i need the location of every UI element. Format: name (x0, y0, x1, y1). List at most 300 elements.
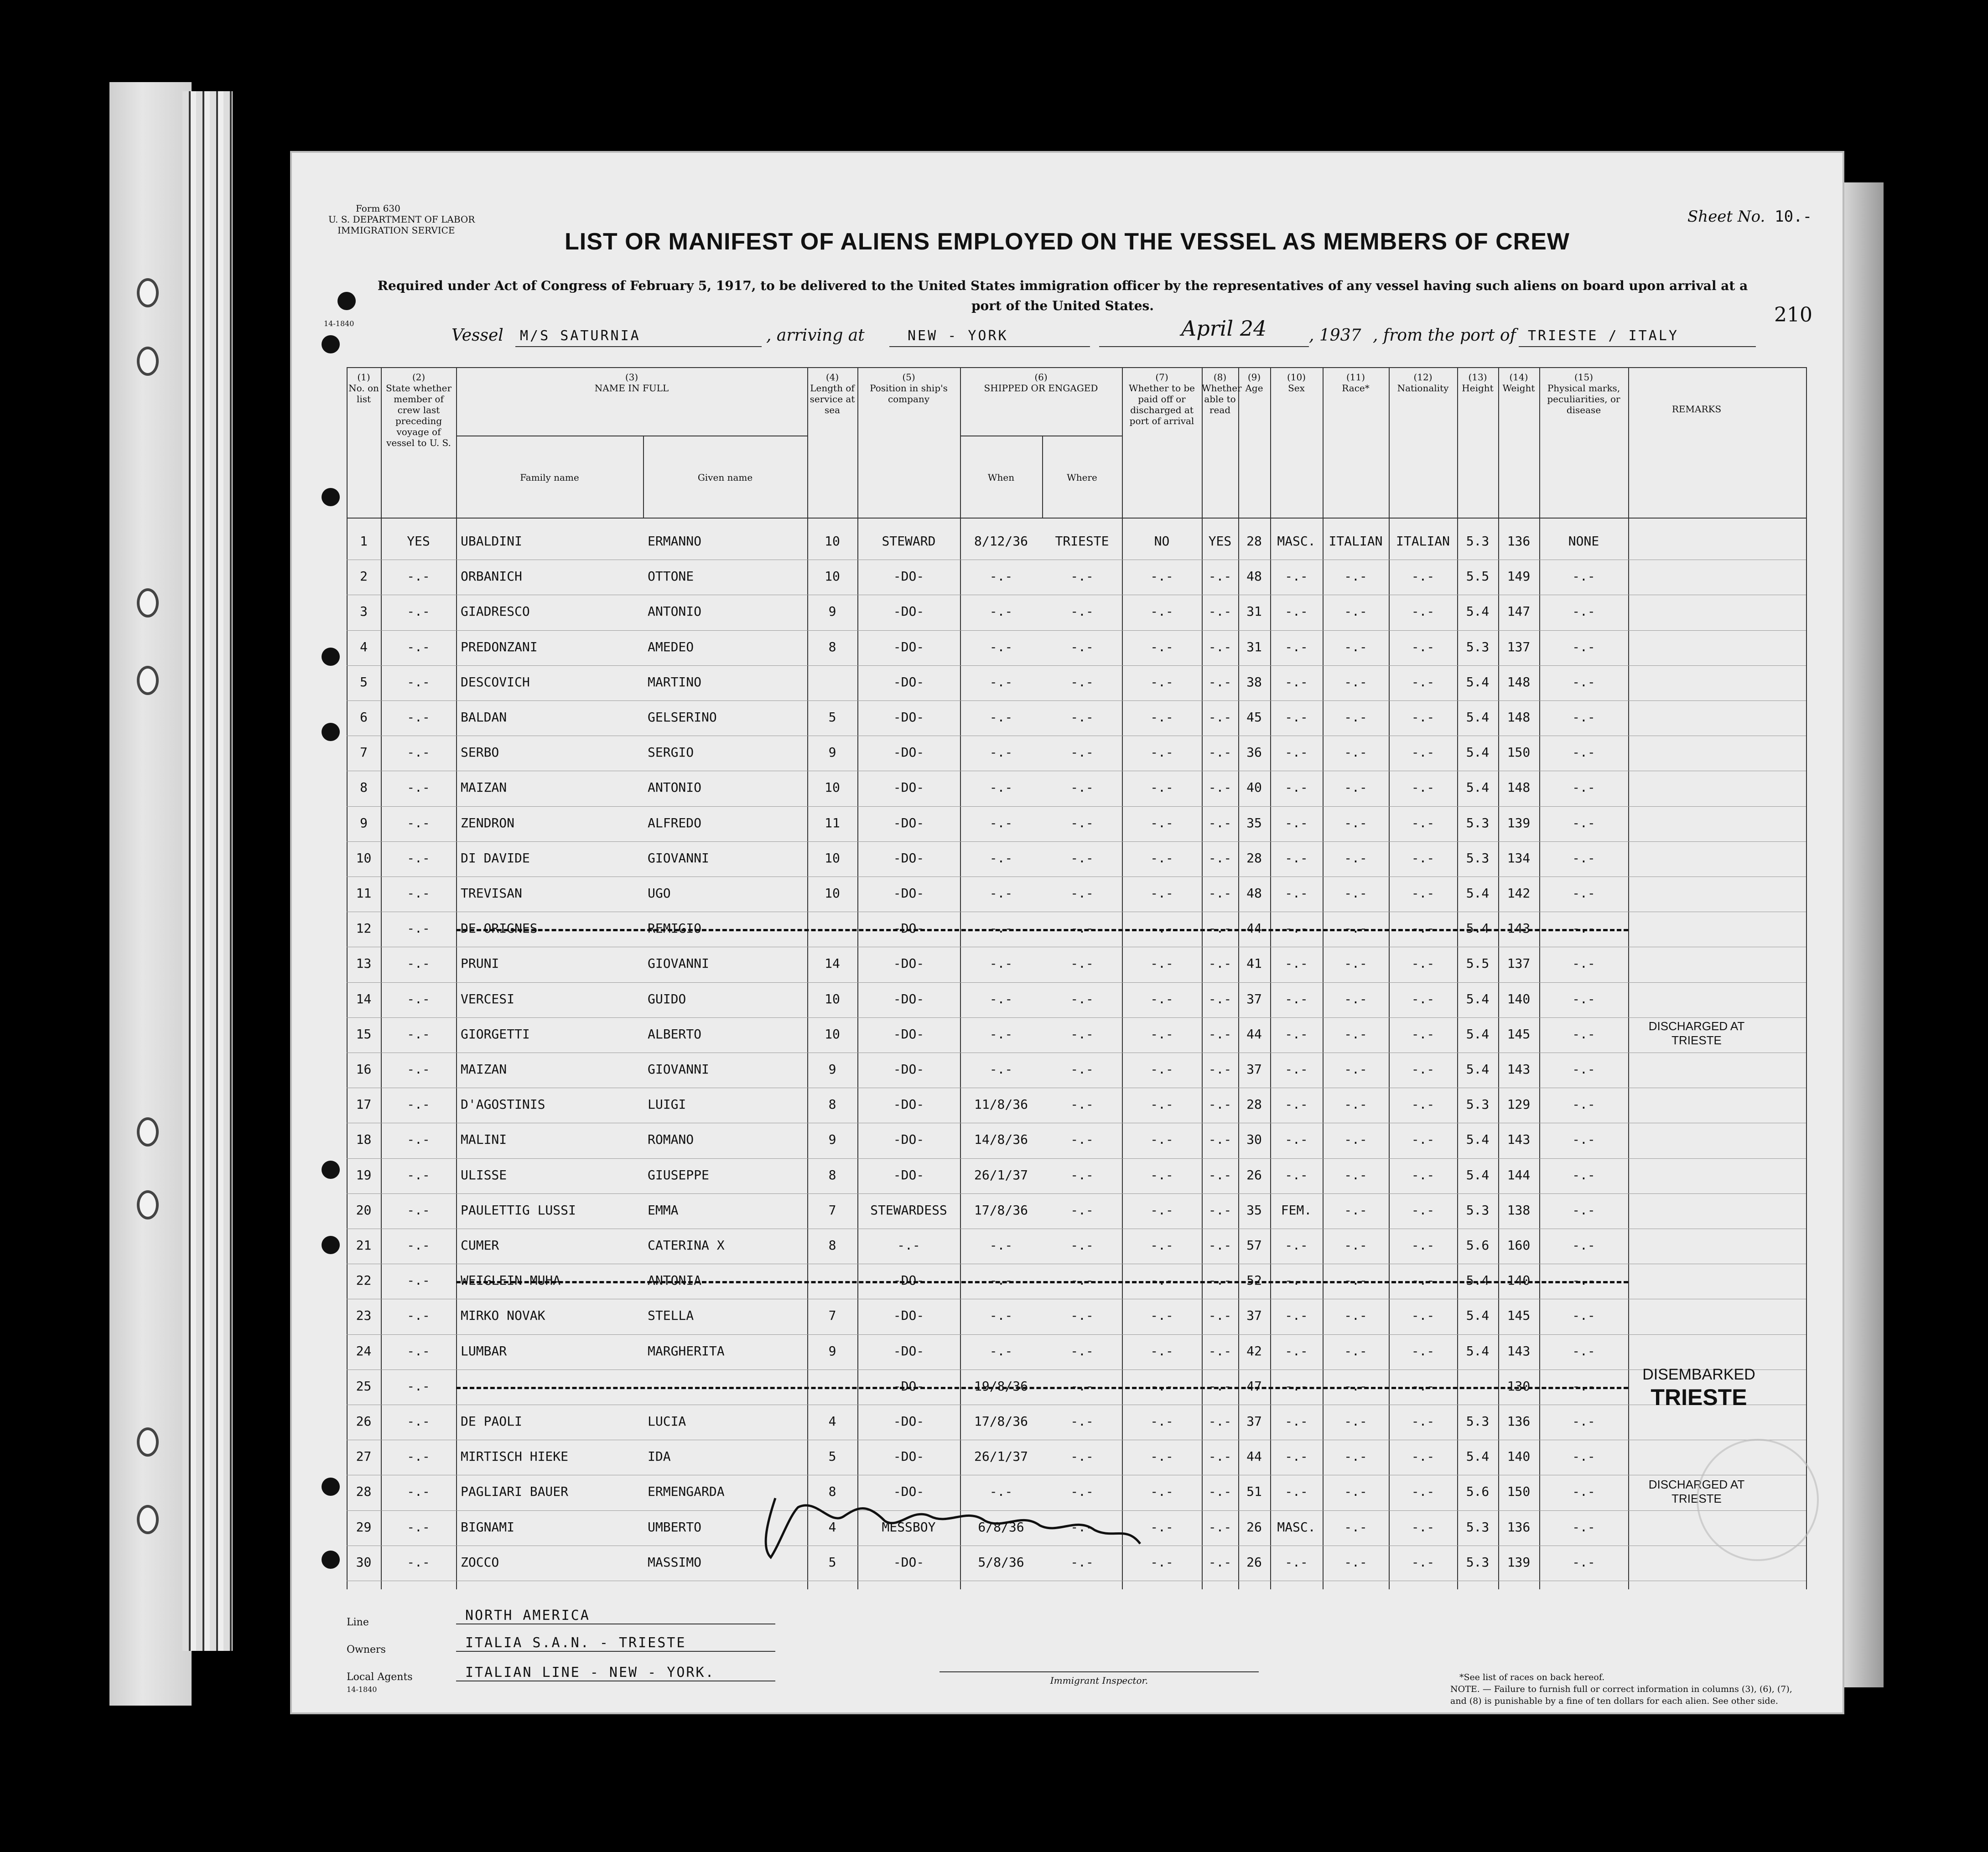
cell-age: 28 (1246, 850, 1262, 866)
cell-height: 5.4 (1466, 780, 1490, 795)
cell-height: 5.4 (1466, 1343, 1490, 1359)
cell-race: -.- (1344, 850, 1367, 866)
cell-service-length: 9 (828, 1062, 836, 1077)
cell-nationality: -.- (1411, 815, 1435, 830)
crew-table (347, 367, 1806, 1589)
cell-previous-voyage: -.- (407, 1378, 430, 1394)
cell-paid-off: -.- (1150, 1202, 1173, 1218)
official-seal (1697, 1439, 1819, 1561)
cell-previous-voyage: -.- (407, 639, 430, 654)
binder-hole (337, 292, 356, 310)
binder-hole (322, 648, 340, 666)
binder-hole (322, 1478, 340, 1496)
cell-physical-marks: -.- (1572, 1097, 1595, 1112)
cell-nationality: -.- (1411, 1484, 1435, 1499)
cell-race: -.- (1344, 1026, 1367, 1042)
cell-paid-off: -.- (1150, 745, 1173, 760)
cell-able-to-read: -.- (1208, 815, 1232, 830)
cell-family-name: DESCOVICH (461, 674, 530, 690)
cell-position: -DO- (893, 850, 924, 866)
cell-position: -DO- (893, 1449, 924, 1464)
cell-race: ITALIAN (1329, 534, 1383, 549)
cell-shipped-when: -.- (989, 991, 1013, 1006)
cell-service-length: 9 (828, 1343, 836, 1359)
cell-previous-voyage: -.- (407, 1519, 430, 1535)
cell-previous-voyage: -.- (407, 674, 430, 690)
cell-given-name: ANTONIO (648, 780, 702, 795)
cell-service-length: 9 (828, 745, 836, 760)
cell-weight: 145 (1507, 1308, 1531, 1323)
cell-sex: -.- (1285, 780, 1308, 795)
cell-shipped-where: -.- (1070, 1026, 1094, 1042)
agents-value: ITALIAN LINE - NEW - YORK. (465, 1665, 715, 1681)
cell-paid-off: -.- (1150, 1062, 1173, 1077)
cell-shipped-where: -.- (1070, 1554, 1094, 1570)
cell-age: 48 (1246, 886, 1262, 901)
cell-previous-voyage: -.- (407, 1202, 430, 1218)
cell-family-name: ZENDRON (461, 815, 515, 830)
cell-given-name: GELSERINO (648, 710, 717, 725)
cell-age: 26 (1246, 1167, 1262, 1183)
cell-age: 42 (1246, 1343, 1262, 1359)
cell-shipped-when: 8/12/36 (974, 534, 1028, 549)
cell-paid-off: -.- (1150, 850, 1173, 866)
punch-hole (137, 278, 159, 307)
cell-height: 5.6 (1466, 1484, 1490, 1499)
cell-position: -DO- (893, 1097, 924, 1112)
cell-previous-voyage: -.- (407, 1097, 430, 1112)
cell-shipped-when: -.- (989, 1062, 1013, 1077)
cell-shipped-when: 14/8/36 (974, 1132, 1028, 1147)
cell-shipped-where: -.- (1070, 1308, 1094, 1323)
cell-previous-voyage: -.- (407, 1026, 430, 1042)
cell-family-name: GIORGETTI (461, 1026, 530, 1042)
cell-physical-marks: -.- (1572, 639, 1595, 654)
cell-shipped-when: 26/1/37 (974, 1449, 1028, 1464)
cell-weight: 148 (1507, 780, 1531, 795)
cell-shipped-when: -.- (989, 1343, 1013, 1359)
cell-height: 5.3 (1466, 1202, 1490, 1218)
cell-nationality: ITALIAN (1396, 534, 1450, 549)
cell-able-to-read: YES (1208, 534, 1232, 549)
table-row (347, 841, 1806, 876)
cell-weight: 130 (1507, 1378, 1531, 1394)
cell-row-number: 9 (360, 815, 368, 830)
cell-physical-marks: -.- (1572, 674, 1595, 690)
cell-previous-voyage: -.- (407, 745, 430, 760)
cell-age: 41 (1246, 956, 1262, 971)
cell-sex: -.- (1285, 921, 1308, 936)
cell-able-to-read: -.- (1208, 1167, 1232, 1183)
cell-row-number: 8 (360, 780, 368, 795)
sheet-label: Sheet No. (1687, 208, 1765, 226)
cell-family-name: DE PAOLI (461, 1414, 522, 1429)
cell-nationality: -.- (1411, 710, 1435, 725)
cell-nationality: -.- (1411, 1202, 1435, 1218)
cell-weight: 139 (1507, 1554, 1531, 1570)
cell-age: 37 (1246, 1062, 1262, 1077)
punch-hole (137, 347, 159, 376)
table-row (347, 1440, 1806, 1474)
cell-service-length: 8 (828, 1097, 836, 1112)
cell-paid-off: -.- (1150, 1097, 1173, 1112)
cell-shipped-when: -.- (989, 1238, 1013, 1253)
cell-age: 35 (1246, 815, 1262, 830)
cell-nationality: -.- (1411, 1238, 1435, 1253)
cell-row-number: 14 (356, 991, 372, 1006)
cell-race: -.- (1344, 1202, 1367, 1218)
cell-age: 26 (1246, 1554, 1262, 1570)
race-note: *See list of races on back hereof. (1459, 1672, 1605, 1682)
cell-shipped-where: -.- (1070, 569, 1094, 584)
cell-able-to-read: -.- (1208, 674, 1232, 690)
cell-paid-off: -.- (1150, 1414, 1173, 1429)
cell-row-number: 26 (356, 1414, 372, 1429)
cell-shipped-when: -.- (989, 1484, 1013, 1499)
cell-weight: 129 (1507, 1097, 1531, 1112)
cell-position: -DO- (893, 1554, 924, 1570)
cell-race: -.- (1344, 639, 1367, 654)
agents-label: Local Agents (347, 1671, 413, 1683)
cell-sex: -.- (1285, 1132, 1308, 1147)
cell-position: -DO- (893, 710, 924, 725)
cell-race: -.- (1344, 1519, 1367, 1535)
cell-row-number: 29 (356, 1519, 372, 1535)
cell-shipped-when: -.- (989, 1308, 1013, 1323)
footer-form-code: 14-1840 (347, 1685, 377, 1694)
cell-physical-marks: -.- (1572, 1062, 1595, 1077)
cell-given-name: MASSIMO (648, 1554, 702, 1570)
cell-shipped-when: -.- (989, 1273, 1013, 1288)
cell-row-number: 12 (356, 921, 372, 936)
cell-shipped-where: -.- (1070, 1378, 1094, 1394)
cell-given-name: GIOVANNI (648, 850, 709, 866)
cell-weight: 144 (1507, 1167, 1531, 1183)
cell-height: 5.3 (1466, 534, 1490, 549)
cell-shipped-where: -.- (1070, 921, 1094, 936)
cell-nationality: -.- (1411, 1449, 1435, 1464)
cell-previous-voyage: -.- (407, 1062, 430, 1077)
cell-shipped-when: -.- (989, 639, 1013, 654)
cell-race: -.- (1344, 1132, 1367, 1147)
cell-given-name: IDA (648, 1449, 671, 1464)
cell-sex: -.- (1285, 1097, 1308, 1112)
cell-able-to-read: -.- (1208, 569, 1232, 584)
table-row (347, 1334, 1806, 1369)
cell-able-to-read: -.- (1208, 1026, 1232, 1042)
cell-able-to-read: -.- (1208, 780, 1232, 795)
cell-able-to-read: -.- (1208, 639, 1232, 654)
cell-family-name: UBALDINI (461, 534, 522, 549)
cell-weight: 139 (1507, 815, 1531, 830)
cell-given-name: ANTONIA (648, 1273, 702, 1288)
cell-position: -DO- (893, 921, 924, 936)
cell-paid-off: -.- (1150, 780, 1173, 795)
cell-shipped-where: -.- (1070, 991, 1094, 1006)
cell-service-length: 7 (828, 1202, 836, 1218)
cell-weight: 140 (1507, 1449, 1531, 1464)
cell-paid-off: -.- (1150, 1308, 1173, 1323)
cell-paid-off: -.- (1150, 1238, 1173, 1253)
cell-shipped-where: -.- (1070, 1414, 1094, 1429)
cell-weight: 143 (1507, 921, 1531, 936)
cell-previous-voyage: -.- (407, 886, 430, 901)
header-prev-voyage: (2) State whether member of crew last preceding voyage of vessel to U. S. (385, 372, 452, 448)
strikethrough-line (456, 929, 1628, 931)
cell-service-length: 10 (825, 1026, 840, 1042)
cell-previous-voyage: -.- (407, 569, 430, 584)
cell-previous-voyage: -.- (407, 1343, 430, 1359)
cell-paid-off: -.- (1150, 921, 1173, 936)
binder-hole (322, 1236, 340, 1254)
cell-previous-voyage: -.- (407, 991, 430, 1006)
cell-given-name: ROMANO (648, 1132, 694, 1147)
cell-weight: 134 (1507, 850, 1531, 866)
year: , 1937 (1309, 326, 1361, 345)
cell-age: 44 (1246, 1026, 1262, 1042)
cell-able-to-read: -.- (1208, 956, 1232, 971)
cell-previous-voyage: -.- (407, 1484, 430, 1499)
cell-paid-off: -.- (1150, 991, 1173, 1006)
cell-age: 38 (1246, 674, 1262, 690)
cell-race: -.- (1344, 886, 1367, 901)
cell-service-length: 9 (828, 604, 836, 619)
cell-physical-marks: -.- (1572, 1449, 1595, 1464)
binder-hole (322, 1551, 340, 1569)
cell-shipped-when: -.- (989, 569, 1013, 584)
table-row (347, 877, 1806, 911)
sheet-value: 10.- (1775, 208, 1812, 226)
cell-shipped-where: -.- (1070, 1519, 1094, 1535)
cell-able-to-read: -.- (1208, 850, 1232, 866)
cell-nationality: -.- (1411, 991, 1435, 1006)
cell-row-number: 25 (356, 1378, 372, 1394)
cell-previous-voyage: -.- (407, 1238, 430, 1253)
cell-shipped-where: -.- (1070, 1238, 1094, 1253)
cell-service-length: 4 (828, 1414, 836, 1429)
cell-family-name: SERBO (461, 745, 499, 760)
cell-able-to-read: -.- (1208, 604, 1232, 619)
table-row (347, 806, 1806, 841)
cell-position: -DO- (893, 991, 924, 1006)
table-row (347, 771, 1806, 805)
punch-hole (137, 1505, 159, 1534)
cell-able-to-read: -.- (1208, 1414, 1232, 1429)
department: U. S. DEPARTMENT OF LABOR (328, 214, 475, 225)
binder-hole (322, 1161, 340, 1179)
cell-physical-marks: -.- (1572, 850, 1595, 866)
cell-service-length: 10 (825, 886, 840, 901)
header-nationality: (12) Nationality (1397, 372, 1449, 394)
cell-given-name: UMBERTO (648, 1519, 702, 1535)
cell-family-name: VERCESI (461, 991, 515, 1006)
cell-physical-marks: -.- (1572, 1308, 1595, 1323)
cell-height: 5.4 (1466, 921, 1490, 936)
cell-service-length: 5 (828, 710, 836, 725)
cell-family-name: PAGLIARI BAUER (461, 1484, 569, 1499)
table-row (347, 665, 1806, 700)
cell-physical-marks: -.- (1572, 815, 1595, 830)
cell-physical-marks: -.- (1572, 1026, 1595, 1042)
cell-given-name: REMIGIO (648, 921, 702, 936)
cell-position: -DO- (893, 1484, 924, 1499)
cell-age: 48 (1246, 569, 1262, 584)
cell-sex: -.- (1285, 1062, 1308, 1077)
cell-family-name: DE ORIGNES (461, 921, 538, 936)
cell-position: -DO- (893, 1026, 924, 1042)
cell-age: 37 (1246, 1414, 1262, 1429)
cell-sex: -.- (1285, 745, 1308, 760)
punch-hole (137, 1117, 159, 1146)
cell-able-to-read: -.- (1208, 1238, 1232, 1253)
cell-paid-off: -.- (1150, 1484, 1173, 1499)
header-remarks: REMARKS (1671, 404, 1722, 415)
cell-family-name: BALDAN (461, 710, 507, 725)
cell-position: -DO- (893, 815, 924, 830)
table-row (347, 524, 1806, 559)
cell-row-number: 24 (356, 1343, 372, 1359)
cell-weight: 148 (1507, 674, 1531, 690)
cell-service-length: 14 (825, 956, 840, 971)
cell-row-number: 1 (360, 534, 368, 549)
cell-given-name: ALFREDO (648, 815, 702, 830)
cell-age: 28 (1246, 1097, 1262, 1112)
footer-note (1450, 1671, 1806, 1707)
cell-row-number: 19 (356, 1167, 372, 1183)
cell-previous-voyage: -.- (407, 850, 430, 866)
cell-able-to-read: -.- (1208, 886, 1232, 901)
cell-sex: -.- (1285, 1167, 1308, 1183)
cell-shipped-when: -.- (989, 850, 1013, 866)
sheet-number (1687, 208, 1812, 226)
cell-weight: 140 (1507, 1273, 1531, 1288)
cell-row-number: 10 (356, 850, 372, 866)
table-row (347, 736, 1806, 770)
cell-nationality: -.- (1411, 1414, 1435, 1429)
cell-previous-voyage: -.- (407, 604, 430, 619)
cell-given-name: ERMENGARDA (648, 1484, 725, 1499)
cell-sex: -.- (1285, 1026, 1308, 1042)
cell-able-to-read: -.- (1208, 921, 1232, 936)
cell-nationality: -.- (1411, 780, 1435, 795)
cell-position: STEWARDESS (870, 1202, 947, 1218)
cell-able-to-read: -.- (1208, 1062, 1232, 1077)
cell-previous-voyage: -.- (407, 1167, 430, 1183)
cell-sex: -.- (1285, 1554, 1308, 1570)
cell-given-name: EMMA (648, 1202, 679, 1218)
cell-nationality: -.- (1411, 850, 1435, 866)
cell-sex: FEM. (1281, 1202, 1312, 1218)
cell-sex: -.- (1285, 1484, 1308, 1499)
cell-nationality: -.- (1411, 1554, 1435, 1570)
cell-race: -.- (1344, 1238, 1367, 1253)
cell-height: 5.3 (1466, 850, 1490, 866)
cell-race: -.- (1344, 1308, 1367, 1323)
cell-service-length: 10 (825, 991, 840, 1006)
cell-weight: 149 (1507, 569, 1531, 584)
cell-given-name: MARTINO (648, 674, 702, 690)
cell-weight: 136 (1507, 1519, 1531, 1535)
cell-previous-voyage: -.- (407, 1414, 430, 1429)
cell-sex: -.- (1285, 1414, 1308, 1429)
cell-weight: 143 (1507, 1343, 1531, 1359)
cell-height: 5.6 (1466, 1238, 1490, 1253)
cell-nationality: -.- (1411, 956, 1435, 971)
cell-position: -DO- (893, 1132, 924, 1147)
cell-race: -.- (1344, 745, 1367, 760)
cell-race: -.- (1344, 604, 1367, 619)
remark-row-22: DISEMBARKED (1642, 1366, 1755, 1383)
cell-service-length: 8 (828, 1167, 836, 1183)
owners-label: Owners (347, 1644, 386, 1655)
cell-nationality: -.- (1411, 1519, 1435, 1535)
cell-shipped-where: -.- (1070, 1132, 1094, 1147)
cell-age: 44 (1246, 921, 1262, 936)
cell-service-length: 10 (825, 534, 840, 549)
cell-shipped-where: -.- (1070, 1167, 1094, 1183)
cell-paid-off: NO (1154, 534, 1170, 549)
line-value: NORTH AMERICA (465, 1608, 590, 1624)
cell-weight: 138 (1507, 1202, 1531, 1218)
cell-height: 5.3 (1466, 815, 1490, 830)
cell-nationality: -.- (1411, 1097, 1435, 1112)
cell-race: -.- (1344, 710, 1367, 725)
binder-hole (322, 335, 340, 353)
form-code: 14-1840 (324, 319, 354, 328)
table-row (347, 1405, 1806, 1439)
cell-previous-voyage: -.- (407, 1132, 430, 1147)
cell-age: 35 (1246, 1202, 1262, 1218)
cell-race: -.- (1344, 1097, 1367, 1112)
cell-row-number: 3 (360, 604, 368, 619)
cell-race: -.- (1344, 1449, 1367, 1464)
punch-hole (137, 1190, 159, 1219)
cell-physical-marks: NONE (1568, 534, 1599, 549)
remark-row-22-port: TRIESTE (1651, 1385, 1747, 1410)
cell-race: -.- (1344, 1554, 1367, 1570)
cell-family-name: PRUNI (461, 956, 499, 971)
table-row (347, 1193, 1806, 1228)
cell-able-to-read: -.- (1208, 1484, 1232, 1499)
cell-sex: -.- (1285, 1449, 1308, 1464)
cell-age: 31 (1246, 604, 1262, 619)
cell-physical-marks: -.- (1572, 921, 1595, 936)
header-age: (9) Age (1245, 372, 1263, 394)
handwritten-number: 210 (1774, 303, 1812, 327)
strikethrough-line (456, 1281, 1628, 1283)
cell-given-name: UGO (648, 886, 671, 901)
cell-physical-marks: -.- (1572, 1273, 1595, 1288)
cell-given-name: AMEDEO (648, 639, 694, 654)
cell-able-to-read: -.- (1208, 1378, 1232, 1394)
binder-hole (322, 488, 340, 506)
cell-shipped-where: -.- (1070, 1202, 1094, 1218)
cell-shipped-where: -.- (1070, 850, 1094, 866)
cell-physical-marks: -.- (1572, 886, 1595, 901)
cell-physical-marks: -.- (1572, 1238, 1595, 1253)
cell-position: -DO- (893, 674, 924, 690)
cell-shipped-where: -.- (1070, 674, 1094, 690)
cell-paid-off: -.- (1150, 1167, 1173, 1183)
table-row (347, 1229, 1806, 1263)
cell-service-length: 7 (828, 1308, 836, 1323)
cell-shipped-when: -.- (989, 780, 1013, 795)
cell-race: -.- (1344, 1167, 1367, 1183)
cell-row-number: 21 (356, 1238, 372, 1253)
cell-weight: 140 (1507, 991, 1531, 1006)
header-race: (11) Race* (1342, 372, 1370, 394)
cell-nationality: -.- (1411, 639, 1435, 654)
